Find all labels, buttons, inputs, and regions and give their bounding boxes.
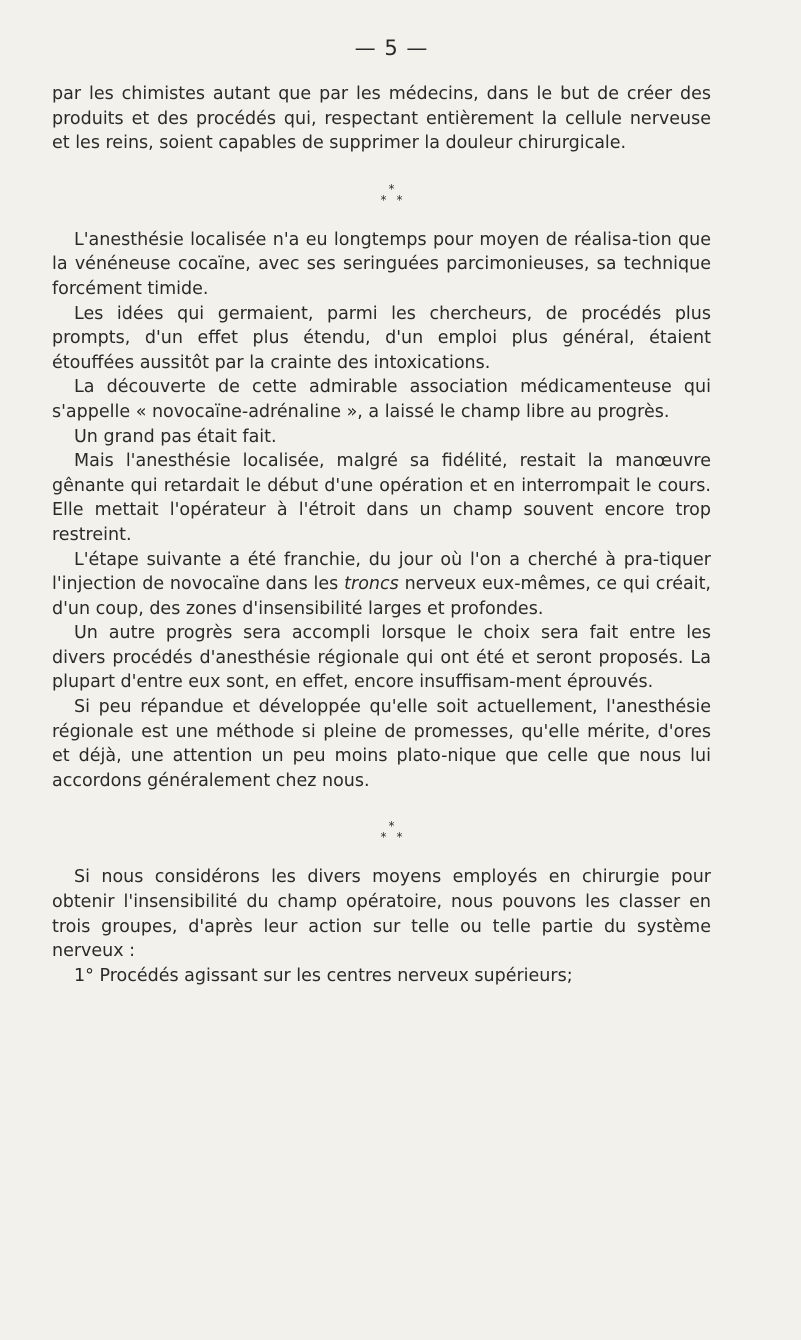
paragraph-7-before: L'étape suivante a été franchie, du jour où l'on a cherché à pra-tiquer l'injection de novocaïne dans les (52, 549, 711, 595)
paragraph-9: Si peu répandue et développée qu'elle soit actuellement, l'anesthésie régionale est une méthode si pleine de promesses, qu'elle mérite, d'ores et déjà, une attention un peu moins plato-nique que celle que nous lui accordons généralement chez nous. (52, 697, 711, 791)
paragraph-10: Si nous considérons les divers moyens employés en chirurgie pour obtenir l'insensibilité du champ opératoire, nous pouvons les classer en trois groupes, d'après leur action sur telle ou telle partie du système nerveux : (52, 867, 711, 962)
asterism-star: * (396, 192, 403, 207)
asterism-star: * (388, 819, 395, 834)
asterism-star: * (380, 192, 387, 207)
paragraph-5: Un grand pas était fait. (74, 426, 277, 447)
asterism-star: * (388, 181, 395, 196)
asterism-star: * (396, 830, 403, 845)
paragraph-7-after: nerveux eux-mêmes, ce qui créait, d'un coup, des zones d'insensibilité larges et profondes. (52, 574, 711, 619)
asterism-1 (72, 181, 711, 207)
paragraph-7-italic: troncs (344, 574, 399, 595)
paragraph-6: Mais l'anesthésie localisée, malgré sa fidélité, restait la manœuvre gênante qui retardait le début d'une opération et en interrompait le cours. Elle mettait l'opérateur à l'étroit dans un champ souvent encore trop restreint. (52, 451, 711, 545)
paragraph-4: La découverte de cette admirable association médicamenteuse qui s'appelle « novocaïne-adrénaline », a laissé le champ libre au progrès. (52, 377, 711, 422)
paragraph-1: par les chimistes autant que par les médecins, dans le but de créer des produits et des procédés qui, respectant entièrement la cellule nerveuse et les reins, soient capables de supprimer la douleur chirurgicale. (52, 84, 711, 154)
paragraph-3: Les idées qui germaient, parmi les chercheurs, de procédés plus prompts, d'un effet plus étendu, d'un emploi plus général, étaient étouffées aussitôt par la crainte des intoxications. (52, 303, 711, 373)
paragraph-8: Un autre progrès sera accompli lorsque le choix sera fait entre les divers procédés d'anesthésie régionale qui ont été et seront proposés. La plupart d'entre eux sont, en effet, encore insuffisam-ment éprouvés. (52, 623, 711, 693)
asterism-2 (72, 821, 711, 843)
asterism-star: * (380, 830, 387, 845)
paragraph-11: 1° Procédés agissant sur les centres nerveux supérieurs; (74, 965, 573, 986)
paragraph-2: L'anesthésie localisée n'a eu longtemps pour moyen de réalisa-tion que la vénéneuse cocaïne, avec ses seringuées parcimonieuses, sa technique forcément timide. (52, 229, 711, 299)
paragraph-7 (52, 548, 711, 622)
page-number: — 5 — (354, 36, 429, 60)
